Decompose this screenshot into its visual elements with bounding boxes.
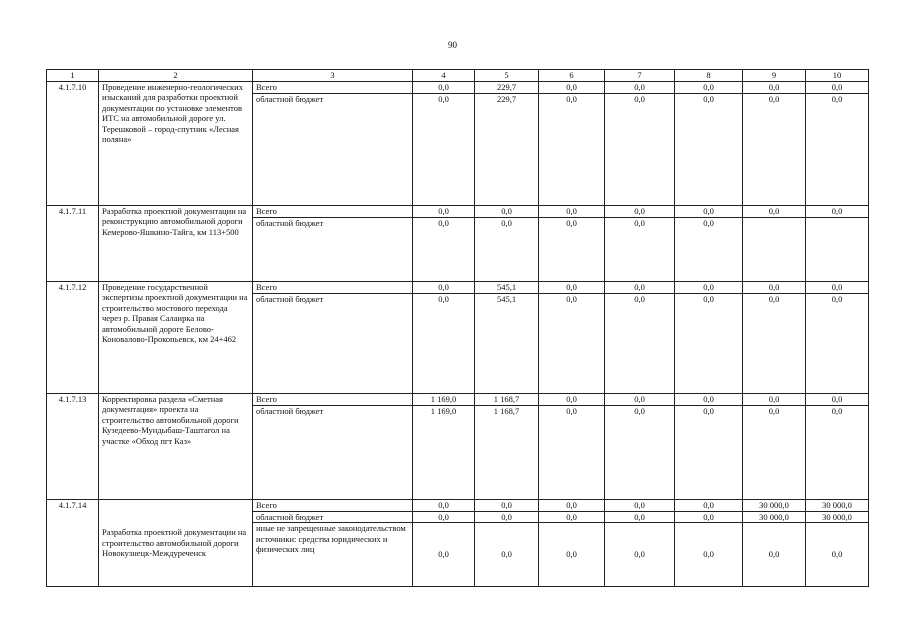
- value-cell: 0,0: [806, 523, 869, 587]
- value-cell: 0,0: [675, 281, 743, 293]
- table-row: [47, 281, 869, 293]
- value-cell: 0,0: [605, 499, 675, 511]
- value-cell: 0,0: [675, 217, 743, 281]
- funding-source: областной бюджет: [253, 93, 413, 205]
- value-cell: 0,0: [806, 281, 869, 293]
- value-cell: 0,0: [605, 523, 675, 587]
- value-cell: 229,7: [475, 81, 539, 93]
- value-cell: 0,0: [539, 205, 605, 217]
- column-header: 9: [743, 70, 806, 82]
- item-name: Проведение инженерно-геологических изысканий для разработки проектной документации по установке элементов ИТС на автомобильной дороге ул. Терешковой – город-спутник «Лесная поляна»: [99, 81, 253, 205]
- funding-source: областной бюджет: [253, 405, 413, 499]
- column-header: 8: [675, 70, 743, 82]
- value-cell: 1 169,0: [413, 393, 475, 405]
- item-code: 4.1.7.12: [47, 281, 99, 393]
- value-cell: 1 168,7: [475, 393, 539, 405]
- value-cell: 0,0: [743, 293, 806, 393]
- value-cell: 0,0: [806, 405, 869, 499]
- funding-source: Всего: [253, 499, 413, 511]
- value-cell: 0,0: [743, 205, 806, 217]
- value-cell: 0,0: [806, 81, 869, 93]
- value-cell: 0,0: [413, 81, 475, 93]
- value-cell: 0,0: [413, 217, 475, 281]
- item-code: 4.1.7.14: [47, 499, 99, 587]
- value-cell: 30 000,0: [743, 511, 806, 523]
- value-cell: 0,0: [475, 205, 539, 217]
- column-header: 7: [605, 70, 675, 82]
- value-cell: 0,0: [413, 93, 475, 205]
- value-cell: 0,0: [413, 293, 475, 393]
- value-cell: 0,0: [605, 405, 675, 499]
- value-cell: 0,0: [539, 293, 605, 393]
- value-cell: 0,0: [605, 281, 675, 293]
- value-cell: 0,0: [675, 499, 743, 511]
- value-cell: [743, 217, 806, 281]
- value-cell: 0,0: [605, 217, 675, 281]
- value-cell: 545,1: [475, 293, 539, 393]
- column-header: 1: [47, 70, 99, 82]
- item-name: Корректировка раздела «Сметная документация» проекта на строительство автомобильной дороги Кузедеево-Мундыбаш-Таштагол на участке «Обход пгт Каз»: [99, 393, 253, 499]
- value-cell: 0,0: [539, 393, 605, 405]
- budget-table: [46, 69, 869, 587]
- value-cell: 0,0: [475, 499, 539, 511]
- item-name: Разработка проектной документации на строительство автомобильной дороги Новокузнецк-Междуреченск: [99, 499, 253, 587]
- header-row: [47, 70, 869, 82]
- value-cell: [806, 217, 869, 281]
- value-cell: 0,0: [675, 393, 743, 405]
- item-name: Разработка проектной документации на реконструкцию автомобильной дороги Кемерово-Яшкино-Тайга, км 113+500: [99, 205, 253, 281]
- table-row: [47, 81, 869, 93]
- value-cell: 545,1: [475, 281, 539, 293]
- funding-source: областной бюджет: [253, 511, 413, 523]
- column-header: 2: [99, 70, 253, 82]
- value-cell: 0,0: [413, 281, 475, 293]
- column-header: 5: [475, 70, 539, 82]
- value-cell: 30 000,0: [743, 499, 806, 511]
- value-cell: 0,0: [475, 523, 539, 587]
- funding-source: Всего: [253, 281, 413, 293]
- value-cell: 0,0: [413, 205, 475, 217]
- value-cell: 0,0: [806, 393, 869, 405]
- funding-source: областной бюджет: [253, 217, 413, 281]
- column-header: 10: [806, 70, 869, 82]
- table-row: [47, 205, 869, 217]
- value-cell: 0,0: [743, 393, 806, 405]
- column-header: 3: [253, 70, 413, 82]
- value-cell: 0,0: [475, 511, 539, 523]
- value-cell: 229,7: [475, 93, 539, 205]
- value-cell: 1 169,0: [413, 405, 475, 499]
- value-cell: 0,0: [675, 511, 743, 523]
- value-cell: 0,0: [675, 81, 743, 93]
- value-cell: 0,0: [605, 93, 675, 205]
- value-cell: 0,0: [675, 405, 743, 499]
- value-cell: 0,0: [539, 281, 605, 293]
- value-cell: 0,0: [743, 93, 806, 205]
- value-cell: 0,0: [743, 281, 806, 293]
- value-cell: 30 000,0: [806, 511, 869, 523]
- value-cell: 0,0: [413, 511, 475, 523]
- value-cell: 0,0: [539, 499, 605, 511]
- value-cell: 0,0: [539, 511, 605, 523]
- funding-source: Всего: [253, 393, 413, 405]
- value-cell: 0,0: [675, 93, 743, 205]
- value-cell: 0,0: [675, 523, 743, 587]
- value-cell: 0,0: [743, 523, 806, 587]
- funding-source: областной бюджет: [253, 293, 413, 393]
- value-cell: 0,0: [675, 293, 743, 393]
- value-cell: 0,0: [806, 205, 869, 217]
- value-cell: 0,0: [605, 81, 675, 93]
- value-cell: 0,0: [675, 205, 743, 217]
- value-cell: 0,0: [475, 217, 539, 281]
- item-code: 4.1.7.13: [47, 393, 99, 499]
- value-cell: 0,0: [743, 81, 806, 93]
- value-cell: 0,0: [605, 511, 675, 523]
- value-cell: 0,0: [605, 293, 675, 393]
- item-code: 4.1.7.11: [47, 205, 99, 281]
- value-cell: 0,0: [413, 499, 475, 511]
- value-cell: 0,0: [605, 393, 675, 405]
- value-cell: 0,0: [806, 293, 869, 393]
- value-cell: 0,0: [413, 523, 475, 587]
- value-cell: 0,0: [539, 217, 605, 281]
- value-cell: 30 000,0: [806, 499, 869, 511]
- funding-source: иные не запрещенные законодательством источники: средства юридических и физических лиц: [253, 523, 413, 587]
- item-name: Проведение государственной экспертизы проектной документации на строительство мостового перехода через р. Правая Салаирка на автомобильной дороге Белово-Коновалово-Прокопьевск, км 24+462: [99, 281, 253, 393]
- column-header: 6: [539, 70, 605, 82]
- value-cell: 0,0: [743, 405, 806, 499]
- value-cell: 0,0: [806, 93, 869, 205]
- value-cell: 1 168,7: [475, 405, 539, 499]
- funding-source: Всего: [253, 205, 413, 217]
- value-cell: 0,0: [539, 81, 605, 93]
- value-cell: 0,0: [539, 523, 605, 587]
- table-row: [47, 393, 869, 405]
- page-number: 90: [448, 40, 457, 50]
- funding-source: Всего: [253, 81, 413, 93]
- value-cell: 0,0: [539, 93, 605, 205]
- value-cell: 0,0: [605, 205, 675, 217]
- column-header: 4: [413, 70, 475, 82]
- table-row: [47, 499, 869, 511]
- item-code: 4.1.7.10: [47, 81, 99, 205]
- value-cell: 0,0: [539, 405, 605, 499]
